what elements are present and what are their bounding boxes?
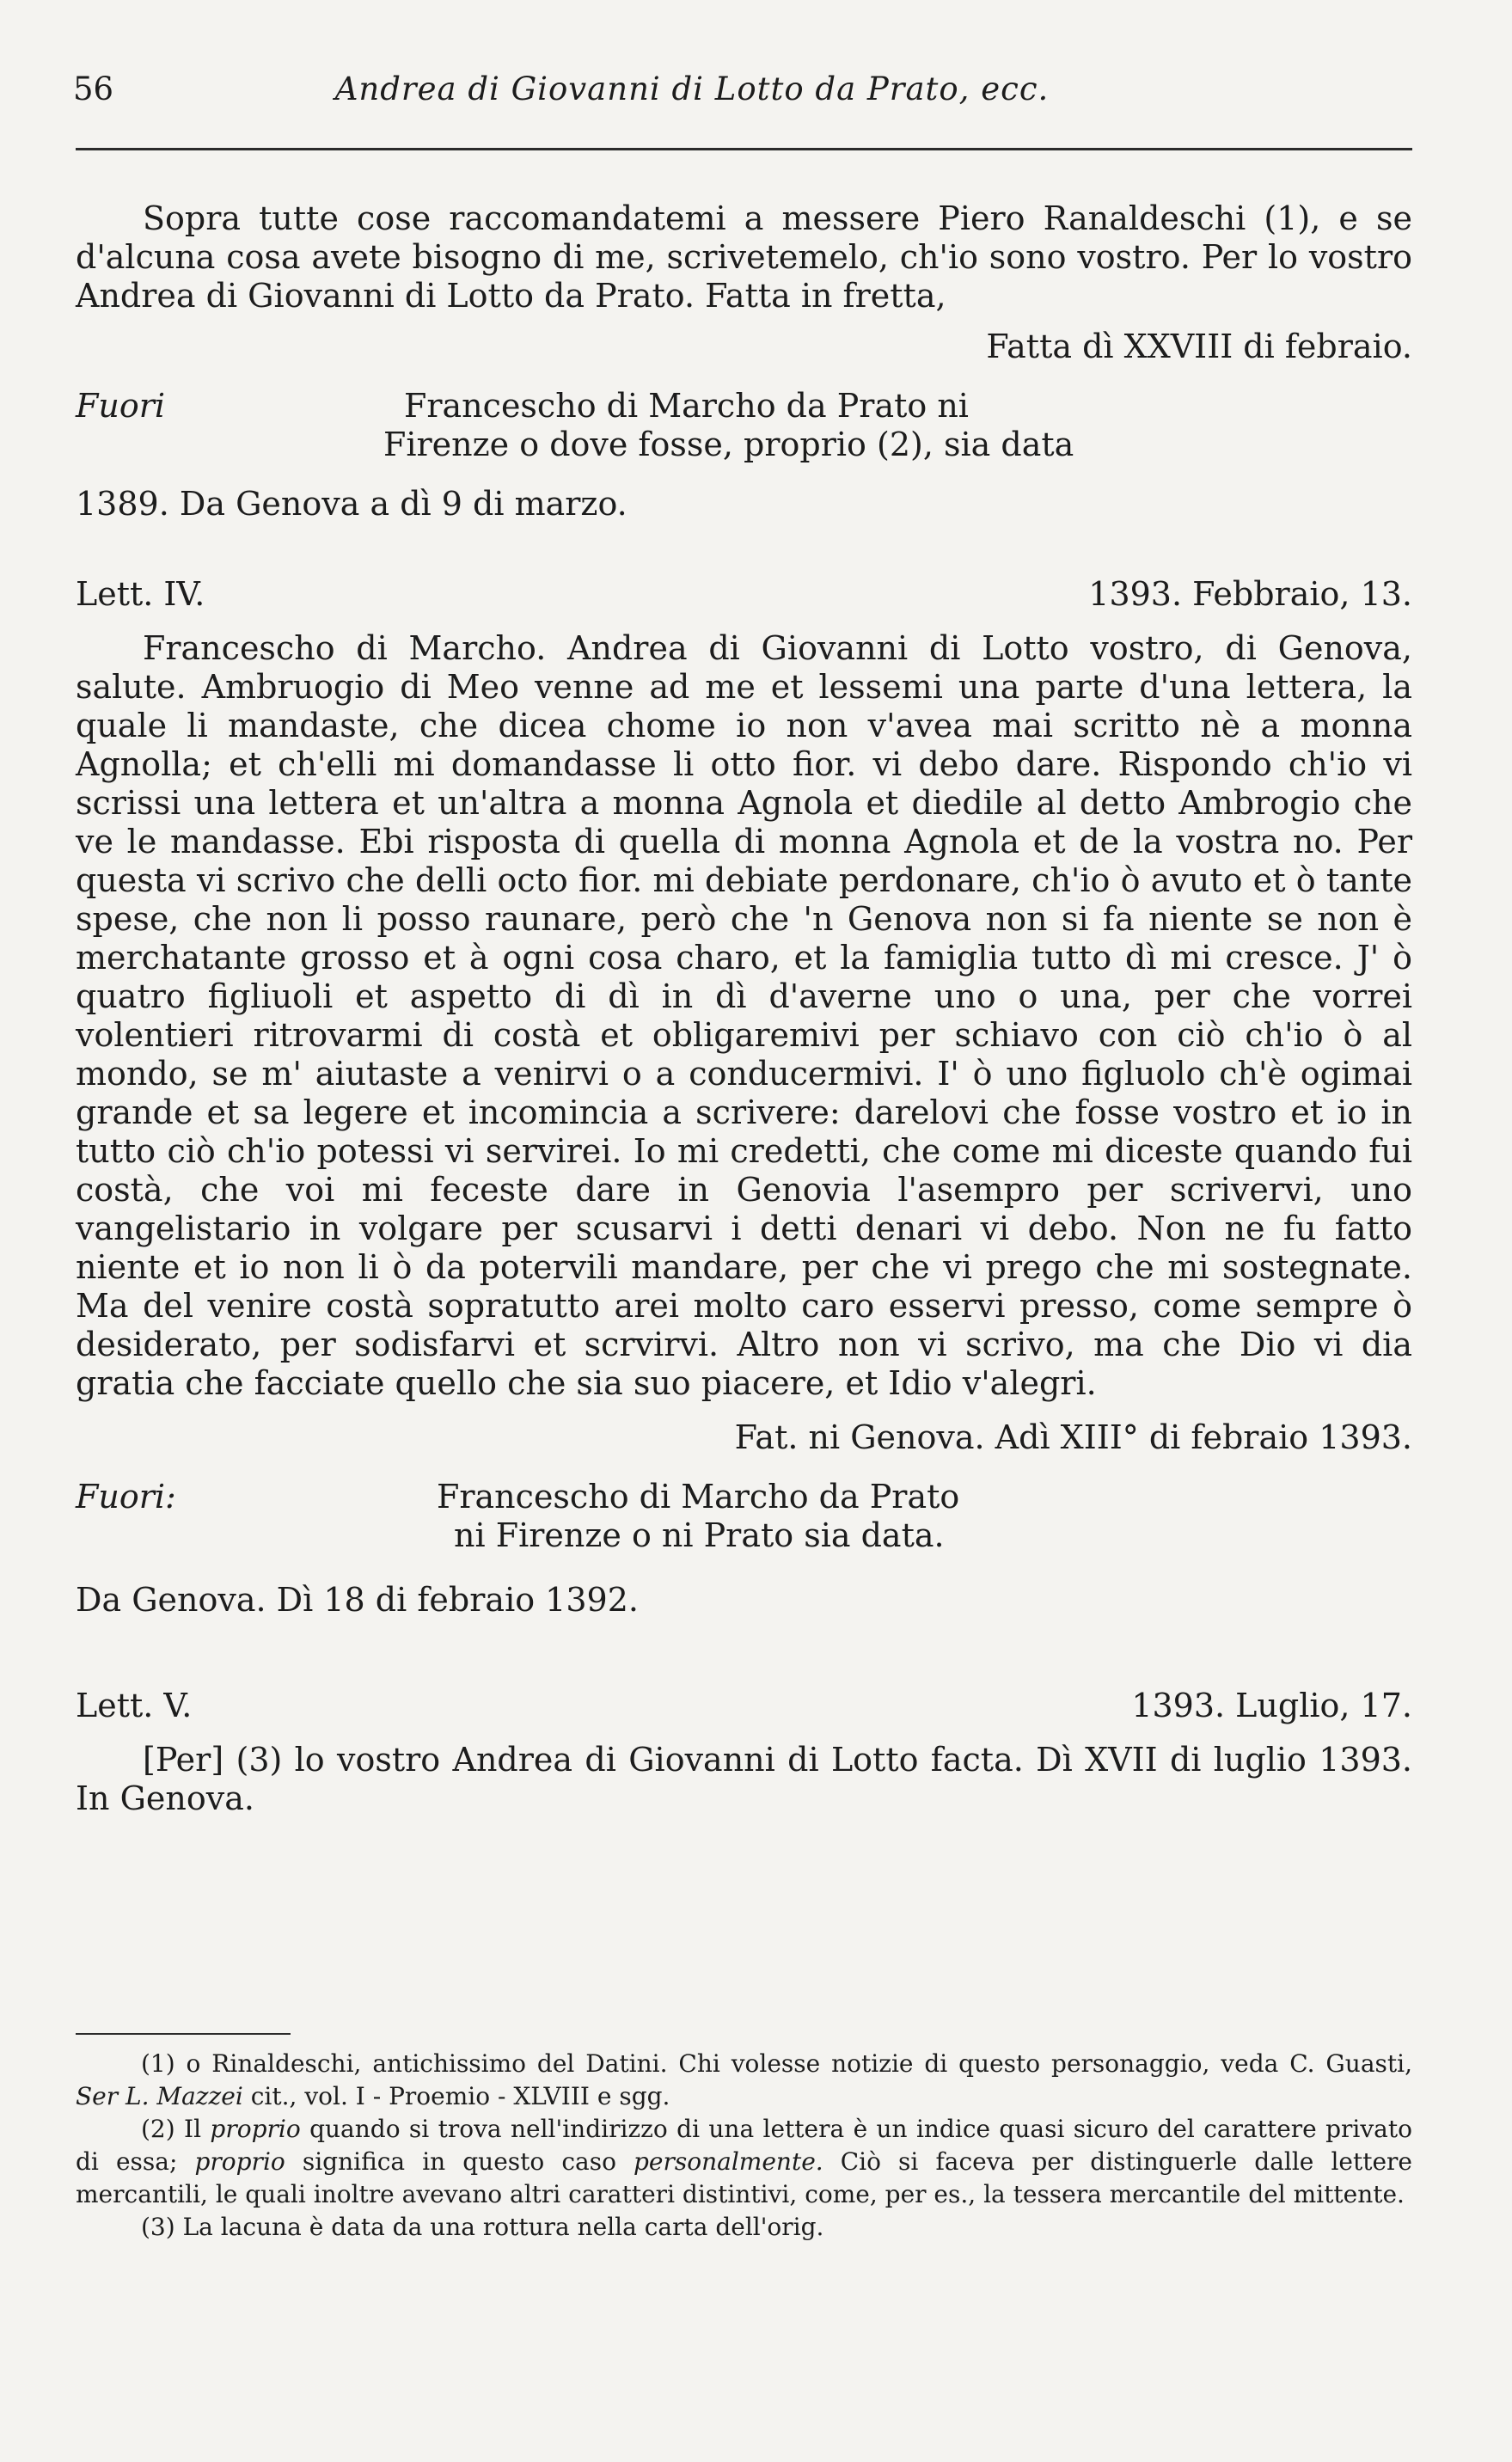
letter4-fuori-label: Fuori: (76, 1478, 176, 1516)
main-text (76, 199, 1412, 1818)
letter3-closing-paragraph: Sopra tutte cose raccomandatemi a messere Piero Ranaldeschi (1), e se d'alcuna cosa avete bisogno di me, scrivetemelo, ch'io sono vostro. Per lo vostro Andrea di Giovanni di Lotto da Prato. Fatta in fretta, (76, 199, 1412, 315)
footnote-2-italic-2: proprio (194, 2147, 285, 2176)
running-title: Andrea di Giovanni di Lotto da Prato, ecc. (334, 70, 1050, 107)
page-header (73, 70, 1414, 122)
letter3-received-note: 1389. Da Genova a dì 9 di marzo. (76, 485, 627, 523)
footnote-1-text-end: cit., vol. I - Proemio - XLVIII e sgg. (242, 2082, 670, 2110)
letter4-heading (76, 575, 1412, 614)
footnote-1-text: (1) o Rinaldeschi, antichissimo del Datini. Chi volesse notizie di questo personaggio, veda C. Guasti, (141, 2049, 1412, 2078)
footnote-2-text-c: significa in questo caso (285, 2147, 634, 2176)
letter4-address-block (76, 1478, 1412, 1555)
letter5-heading (76, 1687, 1412, 1725)
footnote-2-text: (2) Il (141, 2115, 211, 2143)
letter3-address (334, 387, 1412, 464)
header-rule (76, 148, 1412, 150)
letter4-received-note: Da Genova. Dì 18 di febraio 1392. (76, 1581, 639, 1619)
letter3-fuori-label: Fuori (76, 387, 166, 425)
letter4-address-line2: ni Firenze o ni Prato sia data. (454, 1516, 945, 1554)
footnote-2 (76, 2113, 1412, 2211)
letter4-date: 1393. Febbraio, 13. (1088, 575, 1412, 613)
footnote-2-text-b: quando si trova nell'indirizzo di una lettera è un indice quasi sicuro del carattere privato di essa; (76, 2115, 1412, 2176)
footnote-3: (3) La lacuna è data da una rottura nella carta dell'orig. (141, 2213, 824, 2241)
letter4-address (437, 1478, 1412, 1555)
letter4-address-line1: Francescho di Marcho da Prato (437, 1478, 960, 1516)
letter5-date: 1393. Luglio, 17. (1131, 1687, 1412, 1724)
footnote-2-text-d: Ciò si faceva per distinguerle dalle lettere mercantili, le quali inoltre avevano altri caratteri distintivi, come, per es., la tessera mercantile del mittente. (76, 2147, 1413, 2208)
footnote-1-italic: Ser L. Mazzei (76, 2082, 243, 2110)
letter5-body: [Per] (3) lo vostro Andrea di Giovanni di Lotto facta. Dì XVII di luglio 1393. In Genova. (76, 1741, 1412, 1817)
letter3-address-line2: Firenze o dove fosse, proprio (2), sia data (383, 426, 1074, 463)
footnote-2-italic-1: proprio (210, 2115, 301, 2143)
letter4-label: Lett. IV. (76, 575, 205, 613)
footnotes (76, 2048, 1412, 2244)
footnote-2-italic-3: personalmente. (634, 2147, 823, 2176)
footnote-rule (76, 2033, 291, 2035)
letter3-date-line: Fatta dì XXVIII di febraio. (986, 328, 1412, 365)
page-number: 56 (73, 70, 114, 107)
footnote-1 (76, 2048, 1412, 2113)
letter5-label: Lett. V. (76, 1687, 193, 1724)
letter4-body: Francescho di Marcho. Andrea di Giovanni di Lotto vostro, di Genova, salute. Ambruogio di Meo venne ad me et lessemi una parte d'una lettera, la quale li mandaste, che dicea chome io non v'avea mai scritto nè a monna Agnolla; et ch'elli mi domandasse li otto fior. vi debo dare. Rispondo ch'io vi scrissi una lettera et un'altra a monna Agnola et diedile al detto Ambrogio che ve le mandasse. Ebi risposta di quella di monna Agnola et de la vostra no. Per questa vi scrivo che delli octo fior. mi debiate perdonare, ch'io ò avuto et ò tante spese, che non li posso raunare, però che 'n Genova non si fa niente se non è merchatante grosso et à ogni cosa charo, et la famiglia tutto dì mi cresce. J' ò quatro figliuoli et aspetto di dì in dì d'averne uno o una, per che vorrei volentieri ritrovarmi di costà et obligaremivi per schiavo con ciò ch'io ò al mondo, se m' aiutaste a venirvi o a conducermivi. I' ò uno figluolo ch'è ogimai grande et sa legere et incomincia a scrivere: darelovi che fosse vostro et io in tutto ciò ch'io potessi vi servirei. Io mi credetti, che come mi diceste quando fui costà, che voi mi feceste dare in Genovia l'asempro per scrivervi, uno vangelistario in volgare per scusarvi i detti denari vi debo. Non ne fu fatto niente et io non li ò da potervili mandare, per che vi prego che mi sostegnate. Ma del venire costà sopratutto arei molto caro esservi presso, come sempre ò desiderato, per sodisfarvi et scrvirvi. Altro non vi scrivo, ma che Dio vi dia gratia che facciate quello che sia suo piacere, et Idio v'alegri. (76, 629, 1412, 1402)
letter4-date-line: Fat. ni Genova. Adì XIII° di febraio 1393. (734, 1418, 1412, 1456)
letter3-address-line1: Francescho di Marcho da Prato ni (404, 387, 969, 425)
letter3-address-block (76, 387, 1412, 464)
